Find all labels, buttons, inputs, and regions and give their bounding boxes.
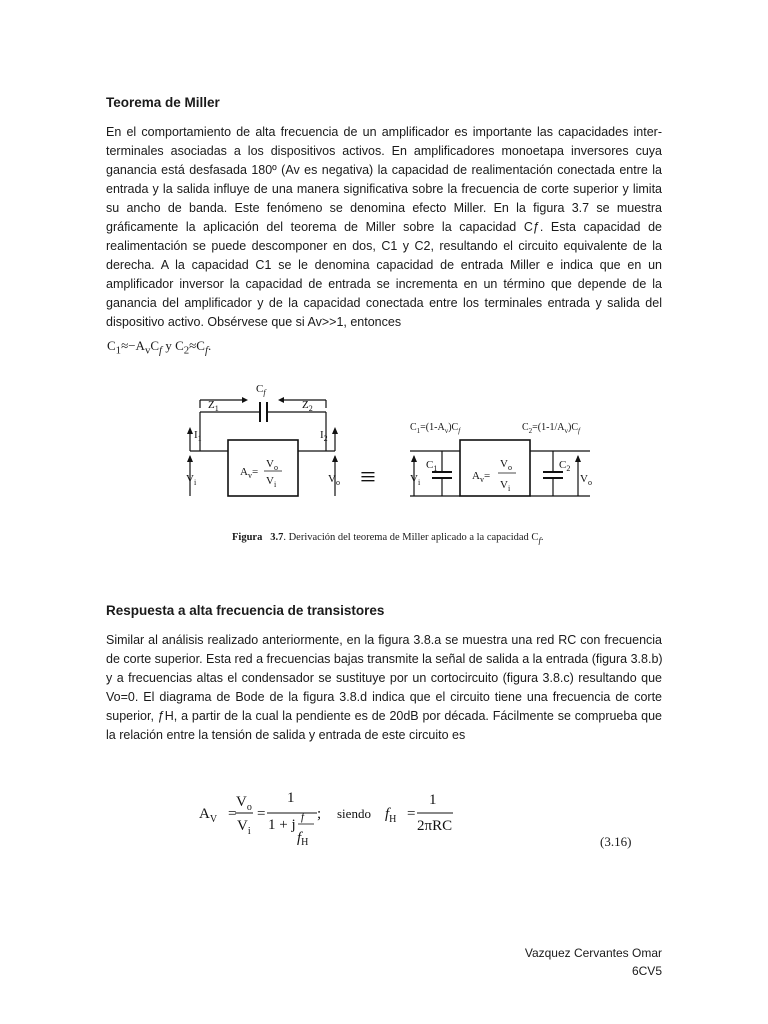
paragraph-line: entrada y la salida influye de una manera significativa sobre la frecuencia de corte superior y limita (106, 182, 662, 196)
section-title-miller: Teorema de Miller (106, 95, 220, 110)
svg-text:Vo: $V_o$ (236, 794, 252, 813)
paragraph-line: la relación entre la tensión de salida y entrada de este circuito es (106, 728, 466, 742)
svg-text:Vi: $V_i$ (237, 818, 251, 837)
vi-label-left: $V_i$ (186, 473, 197, 487)
paragraph-line: su ancho de banda. Este fenómeno se denomina efecto Miller. En la figura 3.7 se muestra (106, 201, 662, 215)
miller-figure (170, 378, 610, 528)
gain-label-right: $A_v=$ (472, 470, 491, 484)
gain-num-right: $V_o$ (500, 458, 512, 472)
svg-text:1 + j: 1 + j (268, 817, 296, 833)
i1-label: $I_1$ (194, 429, 202, 443)
author-block (525, 944, 662, 980)
author-group: 6CV5 (631, 964, 662, 978)
figure-caption: Figura 3.7. Derivación del teorema de Miller aplicado a la capacidad $C_f$. (232, 532, 544, 546)
vi-label-right: $V_i$ (410, 473, 421, 487)
svg-text:siendo: siendo (337, 806, 371, 821)
paragraph-line: Similar al análisis realizado anteriormente, en la figura 3.8.a se muestra una red RC con frecuencia (106, 633, 662, 647)
gain-den-right: $V_i$ (500, 479, 511, 493)
paragraph-line: ganancia está desfasada 180º (Av es negativa) la capacidad de realimentación conectada entre la (106, 163, 662, 177)
paragraph-line: ganancia del amplificador y de la capacidad conectada entre los terminales entrada y salida del (106, 296, 662, 310)
voltage-gain-equation (195, 782, 495, 852)
svg-text:=: = (257, 806, 266, 822)
svg-text:;: ; (317, 806, 322, 822)
miller-approximation-equation: $C_1\approx-A_vC_f$ y $C_2\approx C_f$. (107, 338, 212, 357)
equivalence-symbol: ≡ (360, 462, 376, 493)
i2-label: $I_2$ (320, 429, 328, 443)
gain-num-left: $V_o$ (266, 458, 278, 472)
vo-label-right: $V_o$ (580, 473, 592, 487)
paragraph-line: dispositivo activo. Obsérvese que si Av>>1, entonces (106, 315, 402, 329)
vo-label-left: $V_o$ (328, 473, 340, 487)
c1-formula-label: $C_1=(1-A_v)C_f$ (410, 422, 461, 435)
paragraph-line: gráficamente la aplicación del teorema de Miller sobre la capacidad Cƒ. Esta capacidad de (106, 220, 662, 234)
svg-text:fH: $f_H$ (385, 806, 397, 825)
paragraph-miller (106, 123, 662, 332)
svg-text:2πRC: 2πRC (417, 818, 453, 834)
svg-text:=: = (228, 806, 237, 822)
equation-number: (3.16) (600, 834, 632, 849)
paragraph-line: amplificador inversor la capacidad de entrada se incrementa en un término que depende de la (106, 277, 662, 291)
svg-text:f: f (301, 811, 305, 823)
paragraph-line: superior, ƒH, a partir de la cual la pendiente es de 20dB por década. Fácilmente se comprueba que (106, 709, 662, 723)
z1-label: $Z_1$ (208, 399, 219, 413)
c1-label: $C_1$ (426, 459, 438, 473)
paragraph-line: En el comportamiento de alta frecuencia de un amplificador es importante las capacidades inter- (106, 125, 662, 139)
paragraph-line: y a frecuencias altas el condensador se sustituye por un cortocircuito (figura 3.8.c) resultando que (106, 671, 662, 685)
gain-label-left: $A_v=$ (240, 466, 259, 480)
paragraph-line: terminales asociadas a los dispositivos activos. En amplificadores monoetapa inversores cuya (106, 144, 662, 158)
section-title-transistors: Respuesta a alta frecuencia de transistores (106, 603, 385, 618)
svg-text:AV: $A_V$ (199, 806, 218, 825)
author-name: Vazquez Cervantes Omar (524, 946, 662, 960)
paragraph-transistors (106, 631, 662, 745)
amplifier-block-right (460, 440, 530, 496)
cf-label: $C_f$ (256, 383, 266, 397)
amplifier-block-left (228, 440, 298, 496)
miller-original-circuit (190, 400, 335, 496)
svg-text:fH: $f_H$ (297, 830, 309, 848)
z2-label: $Z_2$ (302, 399, 313, 413)
paragraph-line: de corte superior. Esta red a frecuencias bajas transmite la señal de salida a la entrada (figura 3.8.b) (106, 652, 663, 666)
paragraph-line: realimentación se puede descomponer en dos, C1 y C2, resultando el circuito equivalente de la (106, 239, 662, 253)
paragraph-line: Vo=0. El diagrama de Bode de la figura 3.8.d indica que el circuito tiene una frecuencia de corte (106, 690, 662, 704)
gain-den-left: $V_i$ (266, 475, 277, 489)
svg-text:=: = (407, 806, 416, 822)
svg-text:1: 1 (429, 792, 437, 808)
c2-label: $C_2$ (559, 459, 571, 473)
paragraph-line: derecha. A la capacidad C1 se le denomina capacidad de entrada Miller e indica que en un (106, 258, 662, 272)
c2-formula-label: $C_2=(1-1/A_v)C_f$ (522, 422, 580, 435)
svg-text:1: 1 (287, 790, 295, 806)
